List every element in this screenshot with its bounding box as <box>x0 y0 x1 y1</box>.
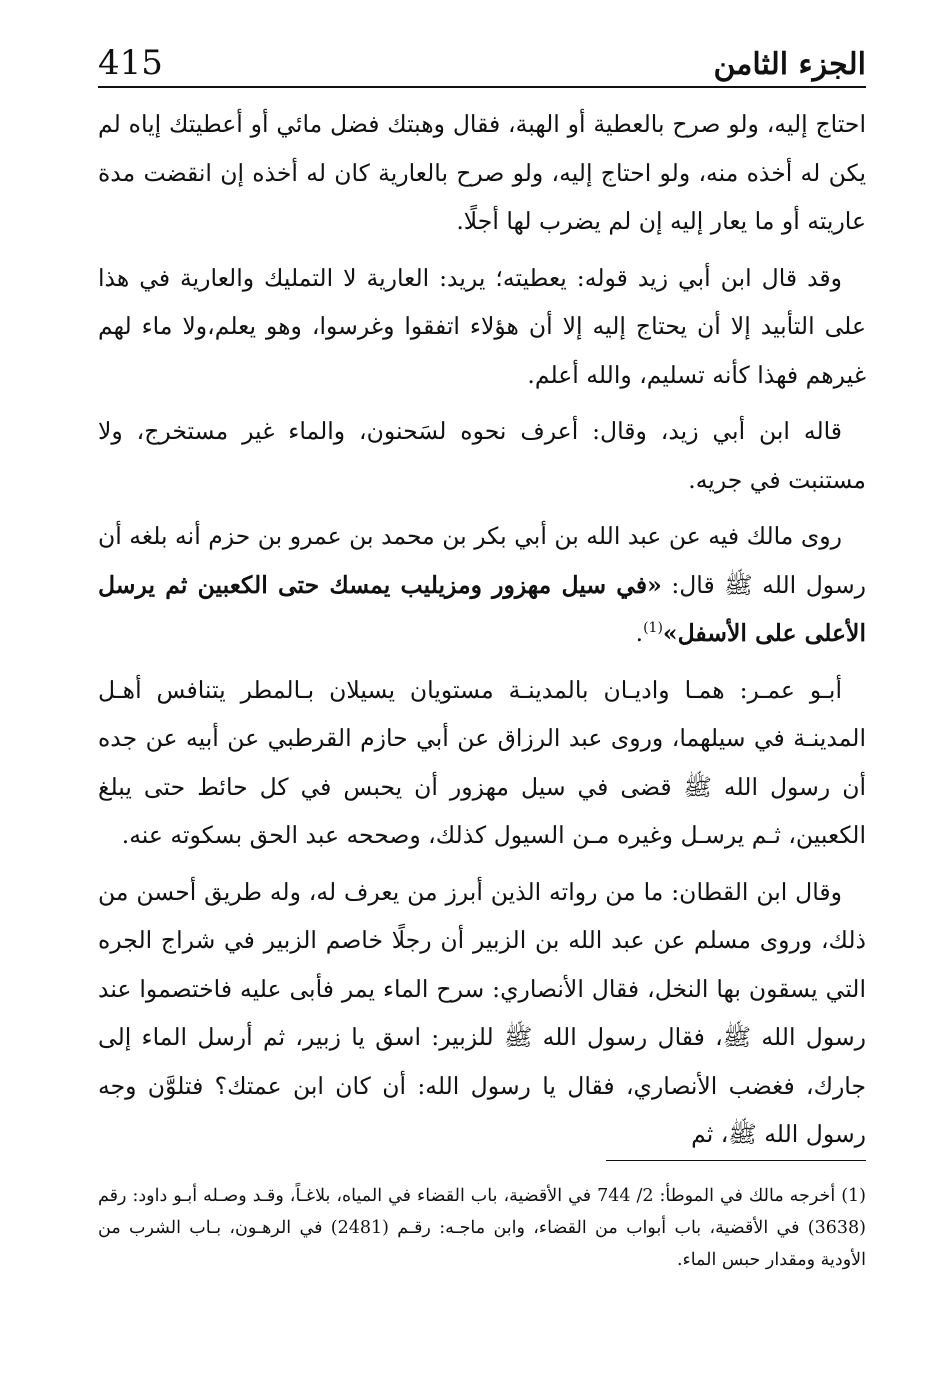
paragraph: وقال ابن القطان: ما من رواته الذين أبرز من يعرف له، وله طريق أحسن من ذلك، وروى مسلم عن عبد الله بن الزبير أن رجلًا خاصم الزبير في شراج الجره التي يسقون بها النخل، فقال الأنصاري: سرح الماء يمر فأبى عليه فاختصموا عند رسول الله ﷺ، فقال رسول الله ﷺ للزبير: اسق يا زبير، ثم أرسل الماء إلى جارك، فغضب الأنصاري، فقال يا رسول الله: أن كان ابن عمتك؟ فتلوَّن وجه رسول الله ﷺ، ثم <box>98 877 866 1148</box>
footnote: (1) أخرجه مالك في الموطأ: 2/ 744 في الأقضية، باب القضاء في المياه، بلاغـاً، وقـد وصـله أبـو داود: رقم (3638) في الأقضية، باب أبواب من القضاء، وابن ماجـه: رقـم (2481) في الرهـون، بـاب الشرب من الأودية ومقدار حبس الماء. <box>98 1186 866 1270</box>
hadith-intro: روى مالك فيه عن عبد الله بن أبي بكر بن محمد بن عمرو بن حزم أنه بلغه أن رسول الله ﷺ قال: <box>98 522 866 599</box>
page-header <box>98 24 866 83</box>
paragraph: قاله ابن أبي زيد، وقال: أعرف نحوه لسَحنون، والماء غير مستخرج، ولا مستنبت في جريه. <box>98 417 866 494</box>
footnotes <box>98 1180 866 1276</box>
main-text <box>98 100 866 1167</box>
header-rule <box>98 86 866 88</box>
page-number: 415 <box>98 43 163 83</box>
hadith-end: . <box>635 619 644 647</box>
hadith-quote: «في سيل مهزور ومزيليب يمسك حتى الكعبين ثم يرسل الأعلى على الأسفل» <box>98 570 866 647</box>
running-title: الجزء الثامن <box>713 47 866 82</box>
paragraph: احتاج إليه، ولو صرح بالعطية أو الهبة، فقال وهبتك فضل مائي أو أعطيتك إياه لم يكن له أخذه منه، ولو احتاج إليه، ولو صرح بالعارية كان له أخذه إن انقضت مدة عاريته أو ما يعار إليه إن لم يضرب لها أجلًا. <box>98 110 866 235</box>
footnote-rule <box>606 1160 866 1161</box>
paragraph: أبـو عمـر: همـا واديـان بالمدينـة مستويان يسيلان بـالمطر يتنافس أهـل المدينـة في سيلهما، وروى عبد الرزاق عن أبي حازم القرطبي عن أبيه عن جده أن رسول الله ﷺ قضى في سيل مهزور أن يحبس في كل حائط حتى يبلغ الكعبين، ثـم يرسـل وغيره مـن السيول كذلك، وصححه عبد الحق بسكوته عنه. <box>98 675 866 849</box>
paragraph: وقد قال ابن أبي زيد قوله: يعطيته؛ يريد: العارية لا التمليك والعارية في هذا على التأبيد إلا أن يحتاج إليه إلا أن هؤلاء اتفقوا وغرسوا، وهو يعلم،ولا ماء لهم غيرهم فهذا كأنه تسليم، والله أعلم. <box>98 263 866 389</box>
hadith-paragraph <box>98 512 866 658</box>
footnote-reference[interactable]: (1) <box>643 620 663 637</box>
